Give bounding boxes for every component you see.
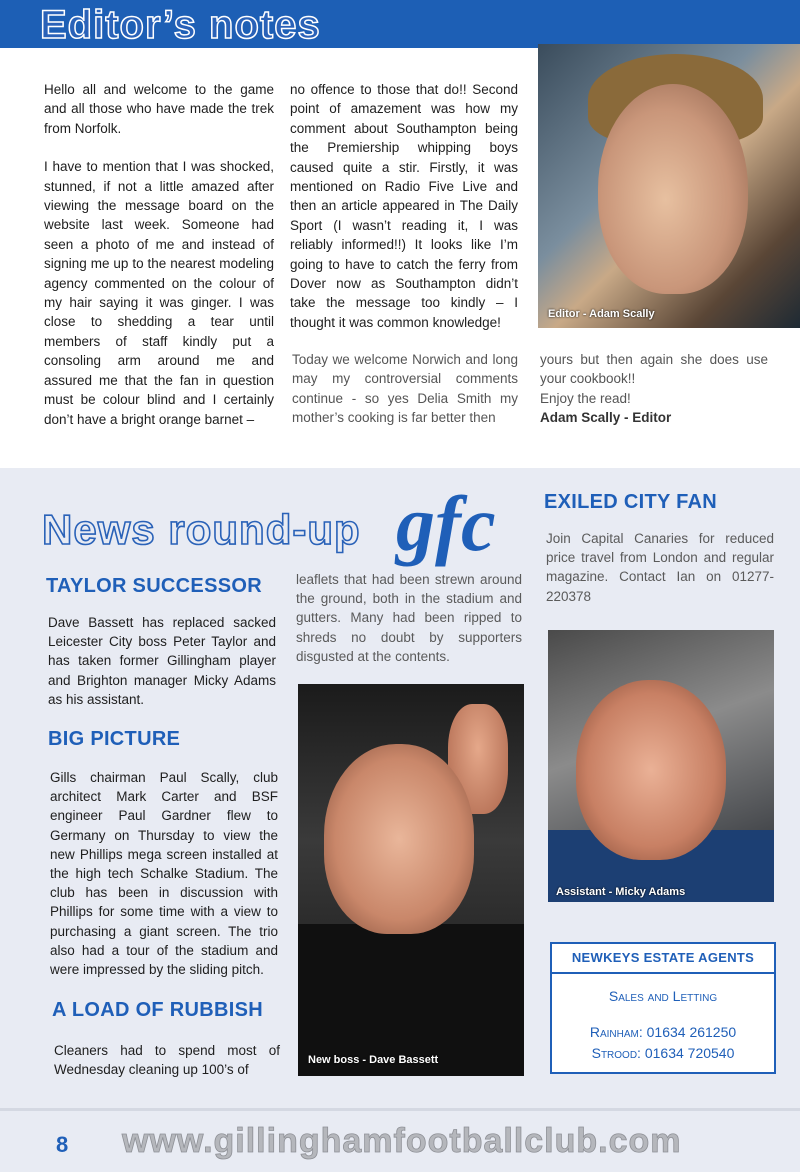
editor-paragraph: I have to mention that I was shocked, stunned, if not a little amazed after viewing the message board on the website last week. Someone had seen a photo of me and instead of signing me up to the nearest modeling agency commented on the colour of my hair saying it was ginger. I was close to shedding a tear until members of staff kindly put a consoling arm around me and assured me that the fan in question must be colour blind and I certainly don’t have a bright orange barnet – <box>44 159 274 427</box>
estate-agent-advert <box>550 942 776 1074</box>
editor-paragraph: Today we welcome Norwich and long may my controversial comments continue - so yes Delia Smith my mother’s cooking is far better then <box>292 352 518 426</box>
editor-paragraph: no offence to those that do!! Second point of amazement was how my comment about Southampton being the Premiership whipping boys caused quite a stir. Firstly, it was mentioned on Radio Five Live and then an article appeared in The Daily Sport (I wasn’t reading it, I was reliably informed!!) It looks like I’m going to have to catch the ferry from Dover now as Southampton didn’t take the message too kindly – I thought it was common knowledge! <box>290 82 518 330</box>
advert-services: Sales and Letting <box>608 988 718 1004</box>
editor-photo-caption: Editor - Adam Scally <box>548 308 655 320</box>
taylor-heading: TAYLOR SUCCESSOR <box>46 575 262 597</box>
news-roundup-title: News round-up <box>42 506 361 553</box>
page-number: 8 <box>56 1132 69 1157</box>
editor-paragraph: yours but then again she does use your cookbook!! <box>540 352 768 387</box>
assistant-face-shape <box>576 680 726 860</box>
gfc-logo-icon <box>392 478 527 568</box>
exiled-heading: EXILED CITY FAN <box>544 491 718 513</box>
big-picture-heading: BIG PICTURE <box>48 728 181 750</box>
editor-column-2-lower <box>292 350 518 447</box>
advert-rainham-line <box>552 1024 774 1040</box>
big-picture-text: Gills chairman Paul Scally, club architect Mark Carter and BSF engineer Paul Gardner flew to Germany on Thursday to view the new Phillips mega screen installed at the high tech Schalke Stadium. The club has been in discussion with Phillips for some time with a view to purchasing a giant screen. The trio also had a tour of the stadium and were impressed by the sliding pitch. <box>50 770 278 978</box>
rainham-phone: 01634 261250 <box>646 1024 737 1040</box>
editor-photo <box>538 44 800 328</box>
strood-phone: 01634 720540 <box>644 1045 735 1061</box>
rainham-label: Rainham: <box>589 1024 643 1040</box>
editor-column-2 <box>290 80 518 351</box>
footer-url: www.gillinghamfootballclub.com <box>122 1122 682 1160</box>
editor-column-1 <box>44 80 274 448</box>
editor-column-3-lower <box>540 350 768 428</box>
gfc-logo-text: gfc <box>396 480 496 567</box>
boss-photo-caption: New boss - Dave Bassett <box>308 1054 439 1066</box>
advert-strood-line <box>552 1045 774 1061</box>
taylor-text: Dave Bassett has replaced sacked Leicester City boss Peter Taylor and has taken former Gillingham player and Brighton manager Micky Adams as his assistant. <box>48 615 276 707</box>
rubbish-heading: A LOAD OF RUBBISH <box>52 999 264 1021</box>
strood-label: Strood: <box>591 1045 641 1061</box>
boss-face-shape <box>324 744 474 934</box>
exiled-text: Join Capital Canaries for reduced price travel from London and regular magazine. Contact Ian on 01277-220378 <box>546 531 774 604</box>
editor-notes-title: Editor’s notes <box>40 3 321 47</box>
assistant-photo <box>548 630 774 902</box>
rubbish-text: Cleaners had to spend most of Wednesday cleaning up 100’s of <box>54 1043 280 1078</box>
editor-signature: Adam Scally - Editor <box>540 410 672 426</box>
footer-divider <box>0 1108 800 1111</box>
rubbish-text-continued: leaflets that had been strewn around the ground, both in the stadium and gutters. Many had been ripped to shreds no doubt by supporters disgusted at the contents. <box>296 572 522 664</box>
editor-face-shape <box>598 84 748 294</box>
advert-heading: NEWKEYS ESTATE AGENTS <box>552 944 774 974</box>
editor-paragraph: Hello all and welcome to the game and all those who have made the trek from Norfolk. <box>44 82 274 136</box>
boss-photo <box>298 684 524 1076</box>
editor-enjoy-line: Enjoy the read! <box>540 390 631 406</box>
assistant-photo-caption: Assistant - Micky Adams <box>556 886 686 898</box>
